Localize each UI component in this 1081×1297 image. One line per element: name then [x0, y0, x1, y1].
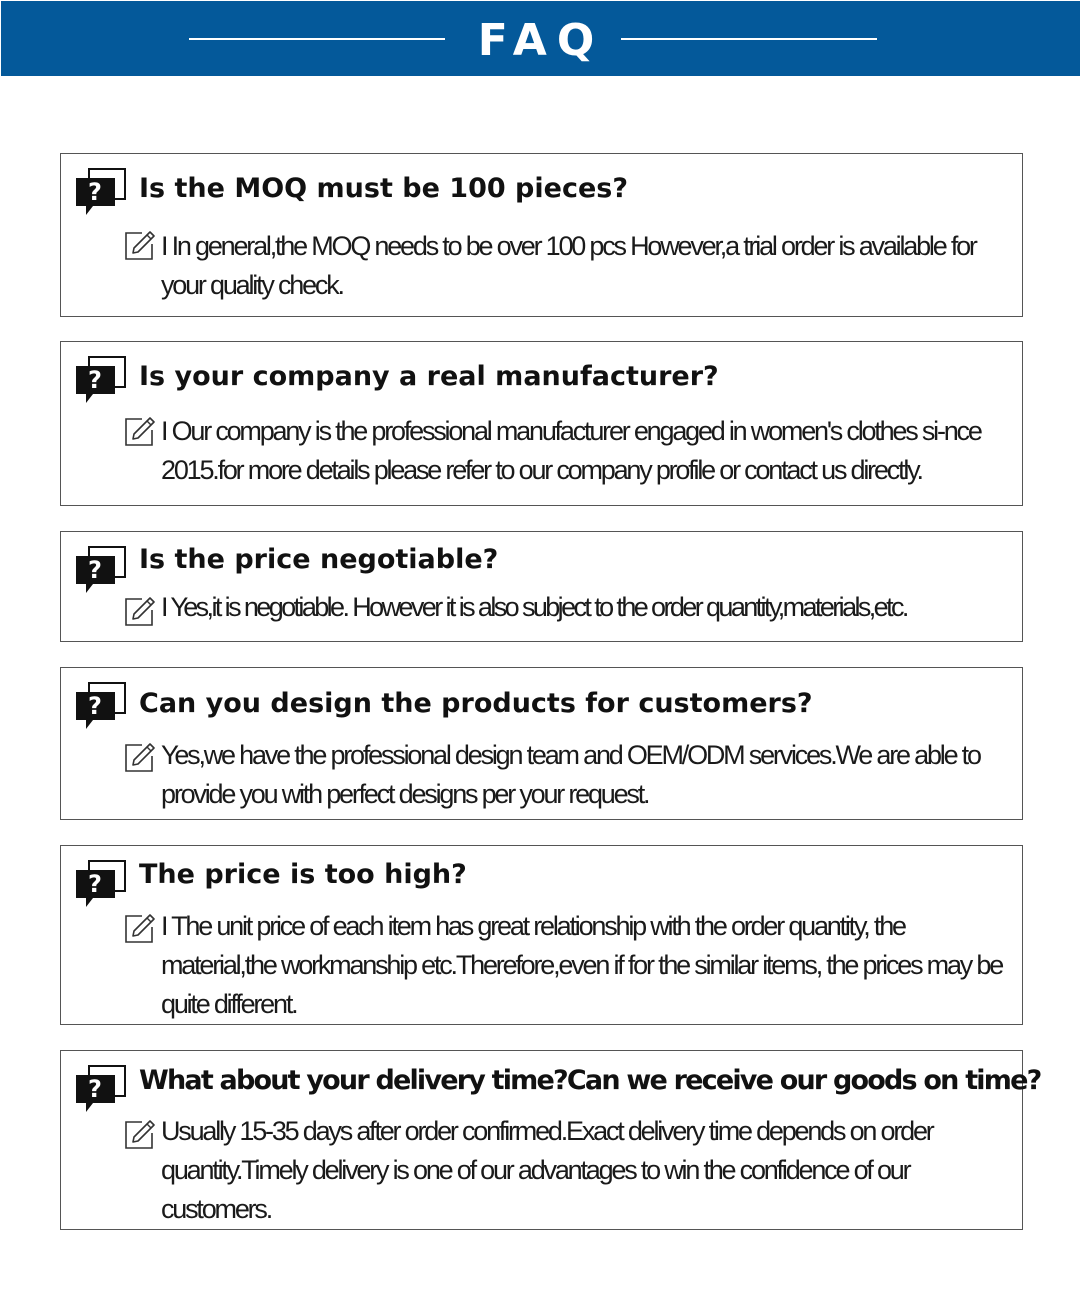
faq-answer: I In general,the MOQ needs to be over 100 pcs However,a trial order is available for your quality check.	[161, 231, 976, 300]
question-icon	[75, 168, 127, 218]
faq-question: Is the MOQ must be 100 pieces?	[139, 173, 629, 204]
banner-left-rule	[189, 38, 445, 40]
edit-icon	[123, 1119, 155, 1151]
question-icon	[75, 546, 127, 596]
faq-answer: I Yes,it is negotiable. However it is also subject to the order quantity,materials,etc.	[161, 592, 907, 622]
edit-icon	[123, 416, 155, 448]
faq-question: Can you design the products for customers?	[139, 688, 813, 719]
question-icon	[75, 860, 127, 910]
faq-banner	[1, 1, 1080, 76]
faq-item	[60, 667, 1023, 820]
edit-icon	[123, 230, 155, 262]
faq-answer: Usually 15-35 days after order confirmed.Exact delivery time depends on order quantity.Timely delivery is one of our advantages to win the confidence of our customers.	[161, 1116, 933, 1224]
faq-question: Is your company a real manufacturer?	[139, 361, 719, 392]
question-icon	[75, 356, 127, 406]
faq-answer: I The unit price of each item has great relationship with the order quantity, the material,the workmanship etc.Therefore,even if for the similar items, the prices may be quite different.	[161, 911, 1003, 1019]
faq-question: Is the price negotiable?	[139, 544, 499, 575]
edit-icon	[123, 913, 155, 945]
faq-item	[60, 341, 1023, 506]
question-icon	[75, 682, 127, 732]
faq-item	[60, 153, 1023, 317]
faq-question: What about your delivery time?Can we receive our goods on time?	[139, 1065, 1041, 1096]
banner-right-rule	[621, 38, 877, 40]
faq-answer: Yes,we have the professional design team and OEM/ODM services.We are able to provide you with perfect designs per your request.	[161, 740, 980, 809]
faq-item	[60, 1050, 1041, 1230]
faq-item	[60, 531, 1023, 642]
edit-icon	[123, 596, 155, 628]
faq-question: The price is too high?	[139, 859, 467, 890]
faq-item	[60, 845, 1023, 1025]
edit-icon	[123, 742, 155, 774]
question-icon	[75, 1065, 127, 1115]
faq-answer: I Our company is the professional manufacturer engaged in women's clothes si-nce 2015.for more details please refer to our company profile or contact us directly.	[161, 416, 981, 485]
page-title: FAQ	[477, 15, 605, 66]
